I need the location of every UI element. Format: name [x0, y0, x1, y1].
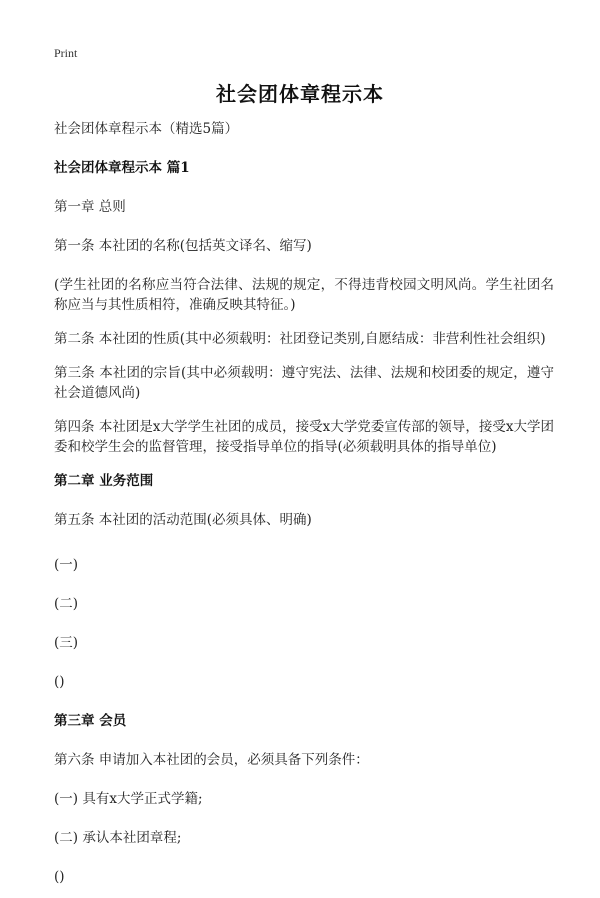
- print-label: Print: [54, 46, 78, 60]
- list-item-1: (一): [54, 557, 79, 573]
- chapter-1-heading: 第一章 总则: [54, 199, 126, 215]
- article-5: 第五条 本社团的活动范围(必须具体、明确): [54, 512, 312, 528]
- article-1: 第一条 本社团的名称(包括英文译名、缩写): [54, 238, 312, 254]
- document-body: [54, 119, 554, 898]
- condition-1: (一) 具有x大学正式学籍;: [54, 791, 203, 807]
- chapter-3-heading: 第三章 会员: [54, 713, 127, 729]
- condition-blank: (): [54, 869, 65, 885]
- document-title: 社会团体章程示本: [216, 82, 384, 106]
- chapter-2-heading: 第二章 业务范围: [54, 473, 154, 489]
- article-4: 第四条 本社团是x大学学生社团的成员，接受x大学党委宣传部的领导，接受x大学团委和校学生会的监督管理，接受指导单位的指导(必须载明具体的指导单位): [54, 419, 554, 455]
- condition-2: (二) 承认本社团章程;: [54, 830, 182, 846]
- section-heading: 社会团体章程示本 篇1: [54, 160, 190, 176]
- document-subtitle: 社会团体章程示本（精选5篇）: [54, 121, 239, 137]
- list-item-3: (三): [54, 635, 79, 651]
- article-6: 第六条 申请加入本社团的会员，必须具备下列条件：: [54, 752, 369, 768]
- article-3: 第三条 本社团的宗旨(其中必须载明：遵守宪法、法律、法规和校团委的规定，遵守社会道德风尚): [54, 365, 554, 401]
- list-item-blank: (): [54, 674, 65, 690]
- article-1-note: (学生社团的名称应当符合法律、法规的规定，不得违背校园文明风尚。学生社团名称应当与其性质相符，准确反映其特征。): [54, 277, 554, 313]
- article-2: 第二条 本社团的性质(其中必须载明：社团登记类别,自愿结成：非营利性社会组织): [54, 331, 546, 347]
- list-item-2: (二): [54, 596, 79, 612]
